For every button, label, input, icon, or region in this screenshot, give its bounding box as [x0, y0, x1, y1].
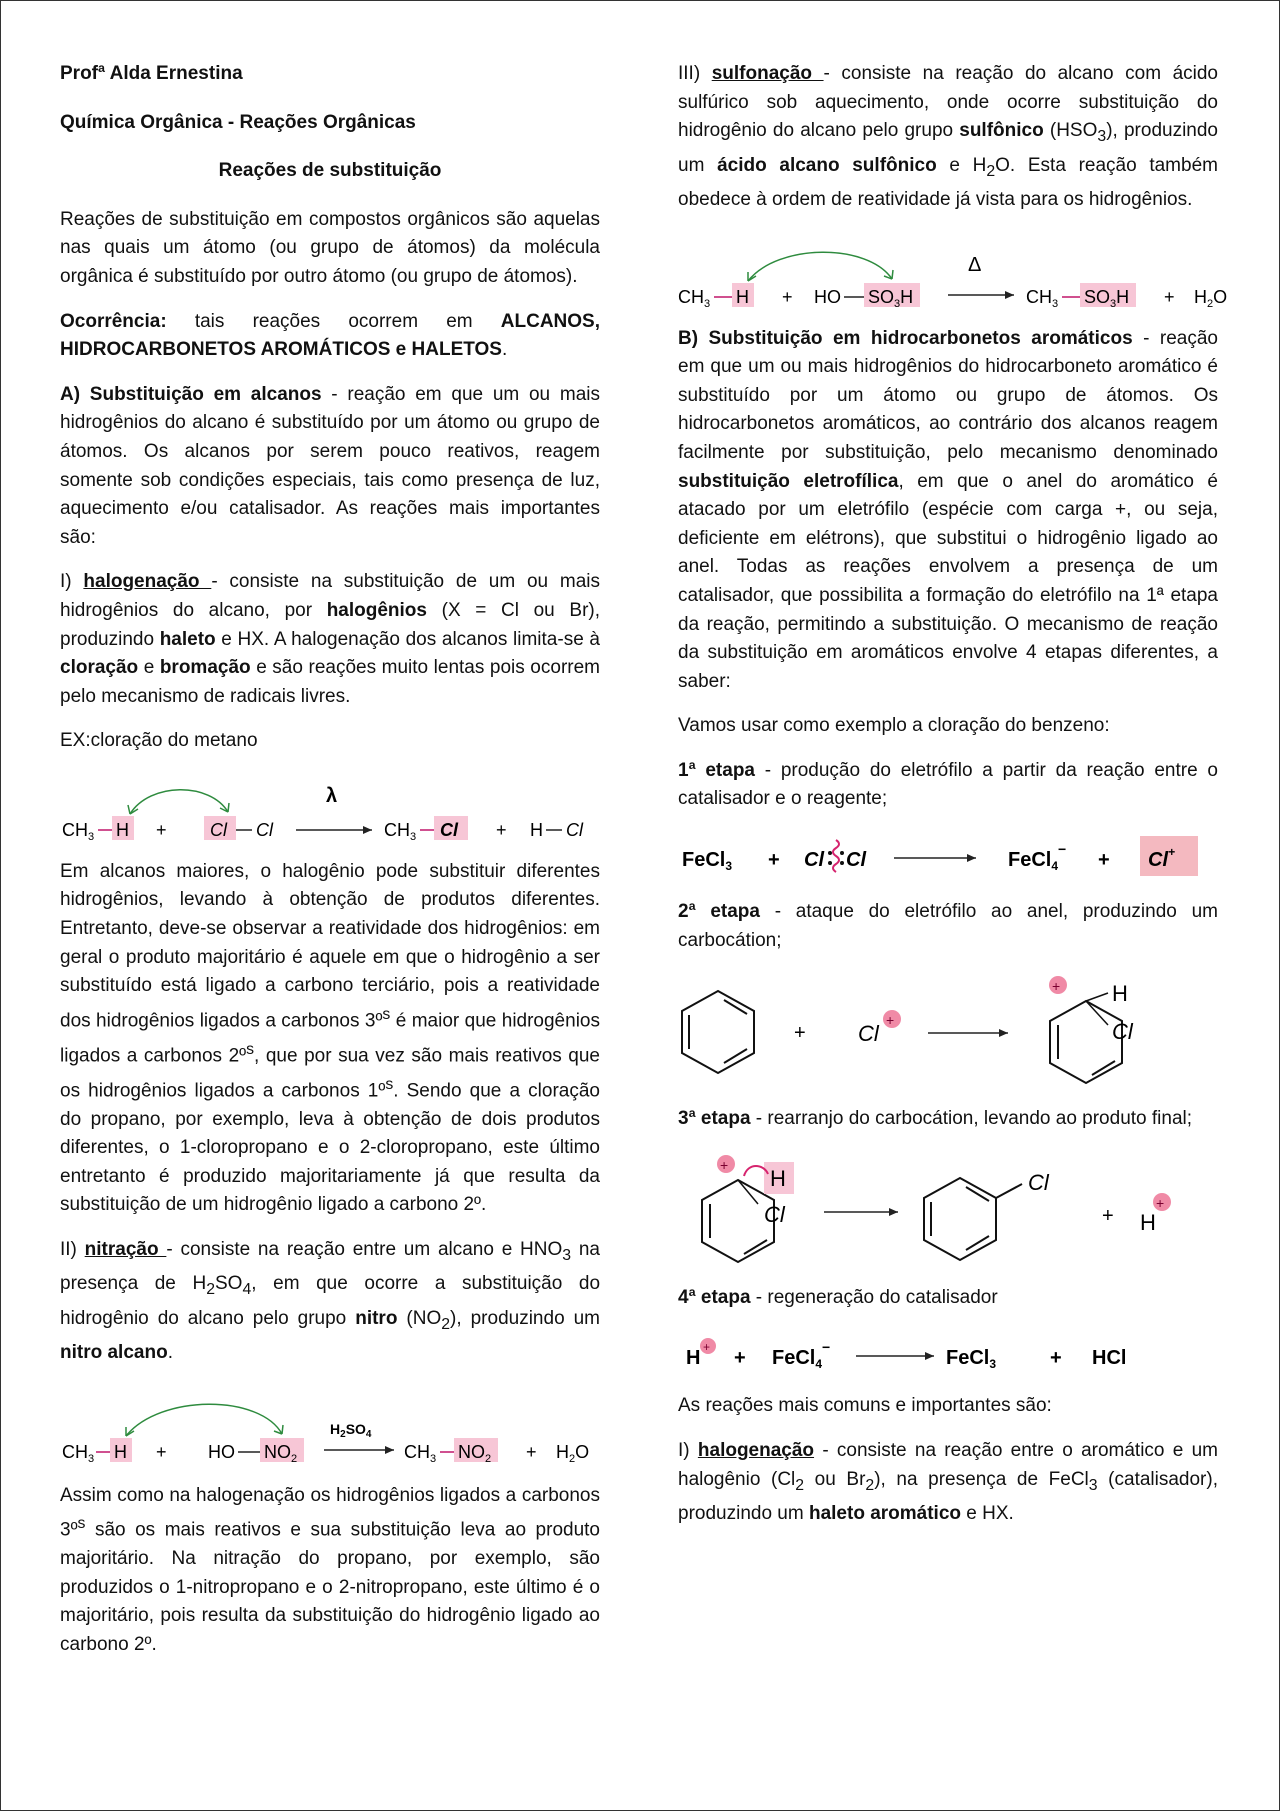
ch3-group: $CH_3$: [678, 286, 711, 310]
ch3-group-product: $CH_3$: [384, 819, 417, 843]
teacher-name: Profª Alda Ernestina: [60, 63, 243, 84]
charge-sign: +: [720, 1156, 729, 1173]
charge-sign-2: +: [1156, 1194, 1165, 1211]
right-column: [678, 60, 1228, 1545]
chlorine-atom: Cl: [210, 819, 227, 840]
hcl-hydrogen: H: [530, 819, 543, 840]
hydrogen: H: [770, 1165, 786, 1191]
plus-sign: +: [768, 849, 780, 872]
chlorobenzene: [924, 1178, 1022, 1260]
plus-sign-2: +: [1164, 286, 1175, 307]
step4-equation: [678, 1328, 1218, 1378]
plus-sign: +: [156, 819, 167, 840]
chlorine: Cl: [1112, 1019, 1133, 1045]
ch3-group: $CH_3$: [62, 819, 95, 843]
chlorine-electrophile: Cl: [858, 1021, 879, 1047]
plus-sign-2: +: [1050, 1347, 1062, 1370]
left-column: [60, 60, 600, 1676]
hydrogen-atom: H: [736, 286, 749, 307]
chlorine-2: Cl: [846, 849, 866, 872]
chlorine-1: Cl: [804, 849, 824, 872]
step2-paragraph: 2ª etapa - ataque do eletrófilo ao anel, produzindo um carbocátion;: [678, 901, 1218, 951]
fecl4-anion: FeCl$_4$−: [772, 1339, 831, 1372]
step1-paragraph: 1ª etapa - produção do eletrófilo a partir da reação entre o catalisador e o reagente;: [678, 759, 1218, 810]
nitration-notes-paragraph: Assim como na halogenação os hidrogênios ligados a carbonos 3º$^s$ são os mais reativos e sua substituição leva ao produto majoritário. Na nitração do propano, por exemplo, são produzidos o 1-nitropropano e o 2-nitropropano, este último é o majoritário, pois resulta da substituição do hidrogênio ligado ao carbono 2º.: [60, 1484, 600, 1656]
plus-sign: +: [782, 286, 793, 307]
section-a-paragraph: A) Substituição em alcanos - reação em que um ou mais hidrogênios do alcano é substituído por um átomo ou grupo de átomos. Os alcanos por serem pouco reativos, reagem somente sob condições especiais, tais como presença de luz, aquecimento e/ou catalisador. As reações mais importantes são:: [60, 383, 600, 548]
exchange-arrow: [126, 1404, 282, 1436]
nitration-equation: [60, 1384, 600, 1468]
common-reactions: As reações mais comuns e importantes são:: [678, 1395, 1052, 1417]
step1-equation: [678, 830, 1218, 884]
example-label: EX:cloração do metano: [60, 730, 258, 752]
fecl3: FeCl$_3$: [946, 1347, 997, 1372]
plus-sign-2: +: [526, 1441, 537, 1462]
chlorine-product: Cl: [440, 819, 458, 840]
nitro-group: $NO_2$: [264, 1441, 298, 1465]
water-product: $H_2O$: [1194, 286, 1228, 310]
plus-sign: +: [734, 1347, 746, 1370]
light-symbol: λ: [326, 784, 338, 807]
occurrence-paragraph: Ocorrência: tais reações ocorrem em ALCANOS, HIDROCARBONETOS AROMÁTICOS e HALETOS.: [60, 310, 600, 361]
exchange-arrow: [748, 252, 892, 281]
step2-equation: [678, 971, 1218, 1091]
fecl4-anion: FeCl$_4$−: [1008, 841, 1067, 874]
aromatic-halogenation-paragraph: I) halogenação - consiste na reação entre o aromático e um halogênio ($Cl_2$ ou $Br_2$), na presença de FeCl$_3$ (catalisador), produzindo um haleto aromático e HX.: [678, 1440, 1218, 1525]
charge-sign-2: +: [1052, 978, 1061, 995]
larger-alkanes-paragraph: Em alcanos maiores, o halogênio pode substituir diferentes hidrogênios, levando à obtenção de produtos diferentes. Entretanto, deve-se observar a reatividade dos hidrogênios: em geral o produto majoritário é aquele em que o hidrogênio a ser substituído está ligado a carbono terciário, pois a reatividade dos hidrogênios ligados a carbonos 3º$^s$ é maior que hidrogênios ligados a carbonos 2º$^s$, que por sua vez são mais reativos que os hidrogênios ligados a carbonos 1º$^s$. Sendo que a cloração do propano, por exemplo, leva à obtenção de dois produtos diferentes, o 1-cloropropano e o 2-cloropropano, este último entretanto é produzido majoritariamente já que resulta da substituição de um hidrogênio ligado a carbono 2º.: [60, 860, 601, 1216]
benzene-example: Vamos usar como exemplo a cloração do benzeno:: [678, 715, 1110, 737]
sulfonic-product: $SO_3H$: [1084, 286, 1130, 310]
plus-sign: +: [794, 1022, 806, 1045]
plus-sign: +: [1102, 1204, 1114, 1227]
halogenation-paragraph: I) halogenação - consiste na substituição de um ou mais hidrogênios do alcano, por halogênios (X = Cl ou Br), produzindo haleto e HX. A halogenação dos alcanos limita-se à cloração e bromação e são reações muito lentas pois ocorrem pelo mecanismo de radicais livres.: [60, 571, 601, 707]
benzene-ring: [682, 991, 754, 1073]
charge-sign: +: [886, 1012, 895, 1029]
nitration-paragraph: II) nitração - consiste na reação entre um alcano e $HNO_3$ na presença de $H_2SO_4$, em que ocorre a substituição do hidrogênio do alcano pelo grupo nitro $(NO_2)$, produzindo um nitro alcano.: [60, 1238, 601, 1364]
nitro-product: $NO_2$: [458, 1441, 492, 1465]
bond-cleavage: [833, 840, 839, 872]
step3-paragraph: 3ª etapa - rearranjo do carbocátion, levando ao produto final;: [678, 1108, 1193, 1130]
proton: H: [1140, 1209, 1156, 1235]
hydroxyl: HO: [208, 1441, 235, 1462]
sulfonation-equation: [678, 231, 1238, 311]
plus-sign-2: +: [1098, 849, 1110, 872]
hydrogen-atom: H: [116, 819, 129, 840]
chlorine-atom-2: Cl: [256, 819, 273, 840]
ch3-product: $CH_3$: [404, 1441, 437, 1465]
chloronium: Cl+: [1148, 845, 1176, 872]
hcl-chlorine: Cl: [566, 819, 583, 840]
plus-sign-2: +: [496, 819, 507, 840]
hydroxyl: HO: [814, 286, 841, 307]
ch3-group: $CH_3$: [62, 1441, 95, 1465]
water-product: $H_2O$: [556, 1441, 590, 1465]
hydrogen-atom: H: [114, 1441, 127, 1462]
sulfonation-paragraph: III) sulfonação - consiste na reação do alcano com ácido sulfúrico sob aquecimento, onde ocorre substituição do hidrogênio do alcano pelo grupo sulfônico $(HSO_3)$, produzindo um ácido alcano sulfônico e $H_2O$. Esta reação também obedece à ordem de reatividade já vista para os hidrogênios.: [678, 63, 1218, 210]
section-b-paragraph: B) Substituição em hidrocarbonetos aromáticos - reação em que um ou mais hidrogênios do hidrocarboneto aromático é substituído por um átomo ou grupo de átomos. Os hidrocarbonetos aromáticos, ao contrário dos alcanos reagem facilmente por substituição, pelo mecanismo denominado substituição eletrofílica, em que o anel do aromático é atacado por um eletrófilo (espécie com carga +, ou seja, deficiente em elétrons), que substitui o hidrogênio ligado ao anel. Todas as reações envolvem a presença de um catalisador, que possibilita a formação do eletrófilo na 1ª etapa da reação, permitindo a substituição. O mecanismo de reação da substituição em aromáticos envolve 4 etapas diferentes, a saber:: [678, 327, 1218, 692]
hcl: HCl: [1092, 1347, 1127, 1370]
hydrogen: H: [1112, 981, 1128, 1007]
exchange-arrow: [130, 790, 228, 814]
page-title: Reações de substituição: [218, 160, 442, 182]
step4-paragraph: 4ª etapa - regeneração do catalisador: [678, 1286, 998, 1308]
step3-equation: [678, 1150, 1218, 1270]
chlorine: Cl: [764, 1201, 785, 1227]
course-title: Química Orgânica - Reações Orgânicas: [60, 111, 416, 133]
heat-symbol: Δ: [968, 253, 982, 276]
sulfonic-group: $SO_3H$: [868, 286, 914, 310]
catalyst-label: $H_2SO_4$: [330, 1420, 372, 1440]
plus-sign: +: [156, 1441, 167, 1462]
proton: H: [686, 1347, 701, 1370]
chlorine-product: Cl: [1028, 1169, 1049, 1195]
fecl3: FeCl$_3$: [682, 849, 733, 874]
chlorination-equation: [60, 772, 600, 844]
intro-paragraph: Reações de substituição em compostos orgânicos são aquelas nas quais um átomo (ou grupo de átomos) da molécula orgânica é substituído por outro átomo (ou grupo de átomos).: [60, 208, 600, 287]
ch3-product: $CH_3$: [1026, 286, 1059, 310]
charge-sign: +: [703, 1340, 711, 1355]
